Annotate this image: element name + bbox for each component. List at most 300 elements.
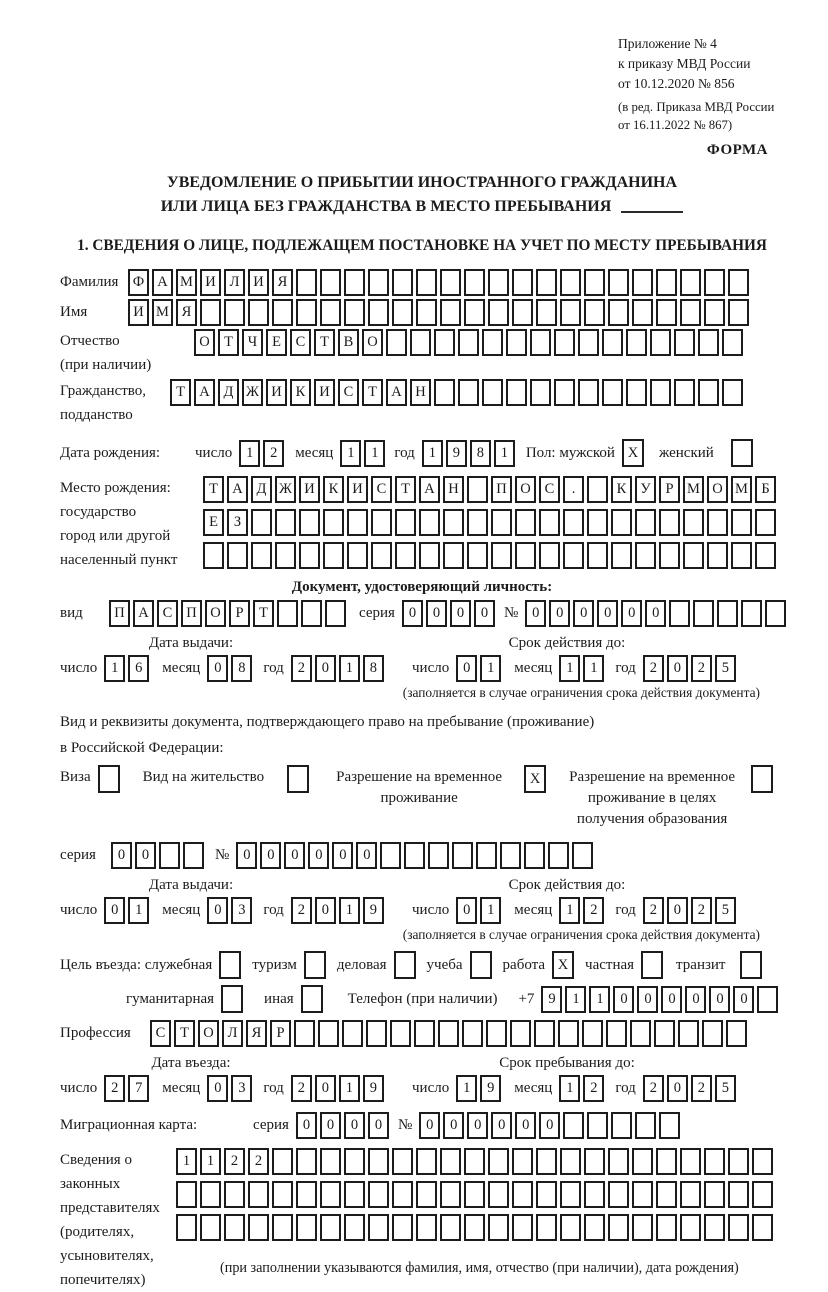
char-cell[interactable]: 0 (456, 655, 477, 682)
char-cell[interactable] (251, 542, 272, 569)
char-cell[interactable] (275, 509, 296, 536)
purpose-transit-checkbox[interactable] (740, 951, 765, 979)
char-cell[interactable] (482, 379, 503, 406)
char-cell[interactable]: Д (251, 476, 272, 503)
char-cell[interactable] (731, 509, 752, 536)
char-cell[interactable] (755, 509, 776, 536)
char-cell[interactable]: 0 (356, 842, 377, 869)
expiry-month-cells[interactable] (559, 655, 607, 682)
char-cell[interactable] (536, 299, 557, 326)
char-cell[interactable] (221, 985, 243, 1013)
char-cell[interactable]: Я (246, 1020, 267, 1047)
char-cell[interactable] (560, 1214, 581, 1241)
char-cell[interactable] (512, 1214, 533, 1241)
res-series-cells[interactable] (111, 842, 207, 869)
birth-year-cells[interactable] (422, 440, 518, 467)
char-cell[interactable] (560, 1148, 581, 1175)
char-cell[interactable]: 0 (426, 600, 447, 627)
char-cell[interactable] (584, 1214, 605, 1241)
char-cell[interactable] (611, 509, 632, 536)
char-cell[interactable]: В (338, 329, 359, 356)
char-cell[interactable] (394, 951, 416, 979)
char-cell[interactable]: О (707, 476, 728, 503)
char-cell[interactable] (506, 379, 527, 406)
citizenship-cells[interactable] (170, 379, 746, 406)
char-cell[interactable] (512, 269, 533, 296)
issue-day-cells[interactable] (104, 655, 152, 682)
char-cell[interactable] (299, 542, 320, 569)
char-cell[interactable] (656, 269, 677, 296)
char-cell[interactable] (728, 1214, 749, 1241)
patronymic-cells[interactable] (194, 329, 746, 356)
char-cell[interactable] (464, 299, 485, 326)
char-cell[interactable] (704, 1148, 725, 1175)
char-cell[interactable]: Р (659, 476, 680, 503)
char-cell[interactable] (320, 269, 341, 296)
char-cell[interactable] (606, 1020, 627, 1047)
char-cell[interactable]: 0 (236, 842, 257, 869)
char-cell[interactable] (707, 509, 728, 536)
char-cell[interactable] (488, 1148, 509, 1175)
char-cell[interactable]: 0 (467, 1112, 488, 1139)
char-cell[interactable] (704, 299, 725, 326)
guardians-line1-cells[interactable] (176, 1148, 776, 1175)
char-cell[interactable] (515, 509, 536, 536)
char-cell[interactable]: 0 (613, 986, 634, 1013)
char-cell[interactable] (488, 1214, 509, 1241)
char-cell[interactable]: И (314, 379, 335, 406)
char-cell[interactable] (98, 765, 120, 793)
char-cell[interactable] (669, 600, 690, 627)
char-cell[interactable] (390, 1020, 411, 1047)
char-cell[interactable]: И (266, 379, 287, 406)
char-cell[interactable] (608, 1181, 629, 1208)
char-cell[interactable] (731, 542, 752, 569)
char-cell[interactable] (536, 1181, 557, 1208)
char-cell[interactable]: 0 (284, 842, 305, 869)
profession-cells[interactable] (150, 1020, 750, 1047)
entry-month-cells[interactable] (207, 1075, 255, 1102)
char-cell[interactable] (464, 1148, 485, 1175)
char-cell[interactable]: 1 (559, 897, 580, 924)
char-cell[interactable] (632, 1181, 653, 1208)
char-cell[interactable]: О (515, 476, 536, 503)
guardians-line2-cells[interactable] (176, 1181, 776, 1208)
char-cell[interactable] (467, 509, 488, 536)
char-cell[interactable] (584, 1181, 605, 1208)
char-cell[interactable]: 1 (480, 655, 501, 682)
char-cell[interactable] (419, 542, 440, 569)
char-cell[interactable] (757, 986, 778, 1013)
char-cell[interactable]: О (362, 329, 383, 356)
temp-residence-edu-checkbox[interactable] (751, 765, 776, 793)
char-cell[interactable] (608, 1148, 629, 1175)
char-cell[interactable] (440, 1214, 461, 1241)
char-cell[interactable] (506, 329, 527, 356)
char-cell[interactable]: 0 (474, 600, 495, 627)
char-cell[interactable] (464, 1181, 485, 1208)
char-cell[interactable] (626, 379, 647, 406)
char-cell[interactable]: 2 (263, 440, 284, 467)
char-cell[interactable] (296, 1148, 317, 1175)
char-cell[interactable] (248, 1181, 269, 1208)
char-cell[interactable] (632, 1148, 653, 1175)
char-cell[interactable] (731, 439, 753, 467)
char-cell[interactable] (563, 542, 584, 569)
char-cell[interactable]: М (152, 299, 173, 326)
res-issue-day-cells[interactable] (104, 897, 152, 924)
char-cell[interactable]: А (386, 379, 407, 406)
char-cell[interactable]: Е (266, 329, 287, 356)
char-cell[interactable] (414, 1020, 435, 1047)
char-cell[interactable] (380, 842, 401, 869)
char-cell[interactable] (347, 542, 368, 569)
char-cell[interactable] (680, 1181, 701, 1208)
char-cell[interactable] (368, 1181, 389, 1208)
char-cell[interactable] (294, 1020, 315, 1047)
purpose-official-checkbox[interactable] (219, 951, 244, 979)
char-cell[interactable] (698, 379, 719, 406)
char-cell[interactable] (275, 542, 296, 569)
doc-number-cells[interactable] (525, 600, 789, 627)
char-cell[interactable]: 0 (456, 897, 477, 924)
char-cell[interactable]: 0 (315, 1075, 336, 1102)
char-cell[interactable] (491, 542, 512, 569)
char-cell[interactable] (693, 600, 714, 627)
char-cell[interactable] (371, 542, 392, 569)
char-cell[interactable] (584, 1148, 605, 1175)
char-cell[interactable]: 0 (135, 842, 156, 869)
char-cell[interactable] (500, 842, 521, 869)
char-cell[interactable] (536, 269, 557, 296)
char-cell[interactable] (578, 379, 599, 406)
char-cell[interactable]: 0 (621, 600, 642, 627)
char-cell[interactable]: 0 (709, 986, 730, 1013)
char-cell[interactable]: О (194, 329, 215, 356)
char-cell[interactable] (722, 329, 743, 356)
char-cell[interactable]: И (347, 476, 368, 503)
char-cell[interactable]: Я (272, 269, 293, 296)
char-cell[interactable] (563, 1112, 584, 1139)
char-cell[interactable]: 0 (344, 1112, 365, 1139)
char-cell[interactable] (440, 269, 461, 296)
char-cell[interactable]: 1 (339, 1075, 360, 1102)
char-cell[interactable] (510, 1020, 531, 1047)
char-cell[interactable] (656, 299, 677, 326)
char-cell[interactable] (434, 329, 455, 356)
char-cell[interactable] (578, 329, 599, 356)
char-cell[interactable]: 0 (597, 600, 618, 627)
char-cell[interactable] (272, 299, 293, 326)
char-cell[interactable] (539, 542, 560, 569)
entry-day-cells[interactable] (104, 1075, 152, 1102)
entry-year-cells[interactable] (291, 1075, 387, 1102)
char-cell[interactable]: 0 (525, 600, 546, 627)
char-cell[interactable] (482, 329, 503, 356)
char-cell[interactable] (656, 1181, 677, 1208)
char-cell[interactable]: 0 (661, 986, 682, 1013)
char-cell[interactable]: 0 (402, 600, 423, 627)
char-cell[interactable] (582, 1020, 603, 1047)
char-cell[interactable] (159, 842, 180, 869)
char-cell[interactable]: 0 (260, 842, 281, 869)
char-cell[interactable] (323, 509, 344, 536)
char-cell[interactable] (464, 269, 485, 296)
stay-day-cells[interactable] (456, 1075, 504, 1102)
char-cell[interactable]: Л (222, 1020, 243, 1047)
char-cell[interactable] (301, 985, 323, 1013)
char-cell[interactable] (740, 951, 762, 979)
char-cell[interactable]: 2 (104, 1075, 125, 1102)
char-cell[interactable]: 2 (643, 897, 664, 924)
char-cell[interactable] (320, 1148, 341, 1175)
purpose-business-checkbox[interactable] (394, 951, 419, 979)
surname-cells[interactable] (128, 269, 752, 296)
char-cell[interactable] (512, 1148, 533, 1175)
char-cell[interactable] (344, 1214, 365, 1241)
char-cell[interactable]: Ж (275, 476, 296, 503)
char-cell[interactable] (563, 509, 584, 536)
char-cell[interactable] (680, 1148, 701, 1175)
guardians-line3-cells[interactable] (176, 1214, 776, 1241)
char-cell[interactable]: 1 (200, 1148, 221, 1175)
char-cell[interactable] (656, 1148, 677, 1175)
char-cell[interactable] (635, 509, 656, 536)
char-cell[interactable] (548, 842, 569, 869)
res-issue-year-cells[interactable] (291, 897, 387, 924)
char-cell[interactable]: Т (218, 329, 239, 356)
char-cell[interactable] (392, 1214, 413, 1241)
char-cell[interactable] (320, 1214, 341, 1241)
char-cell[interactable] (512, 1181, 533, 1208)
char-cell[interactable] (635, 542, 656, 569)
char-cell[interactable]: Т (203, 476, 224, 503)
phone-cells[interactable] (541, 986, 781, 1013)
char-cell[interactable] (458, 379, 479, 406)
char-cell[interactable]: 0 (491, 1112, 512, 1139)
char-cell[interactable] (635, 1112, 656, 1139)
expiry-day-cells[interactable] (456, 655, 504, 682)
char-cell[interactable]: 0 (637, 986, 658, 1013)
char-cell[interactable] (752, 1148, 773, 1175)
char-cell[interactable]: 1 (340, 440, 361, 467)
char-cell[interactable]: 1 (339, 897, 360, 924)
char-cell[interactable]: X (622, 439, 644, 467)
char-cell[interactable] (704, 1214, 725, 1241)
char-cell[interactable] (558, 1020, 579, 1047)
char-cell[interactable]: 1 (589, 986, 610, 1013)
char-cell[interactable] (488, 1181, 509, 1208)
char-cell[interactable]: 2 (291, 897, 312, 924)
purpose-study-checkbox[interactable] (470, 951, 495, 979)
char-cell[interactable]: О (198, 1020, 219, 1047)
char-cell[interactable] (722, 379, 743, 406)
char-cell[interactable] (683, 509, 704, 536)
migration-series-cells[interactable] (296, 1112, 392, 1139)
char-cell[interactable]: 1 (583, 655, 604, 682)
char-cell[interactable] (323, 542, 344, 569)
char-cell[interactable]: 2 (691, 655, 712, 682)
char-cell[interactable] (416, 269, 437, 296)
char-cell[interactable] (530, 329, 551, 356)
char-cell[interactable] (440, 1181, 461, 1208)
char-cell[interactable]: С (157, 600, 178, 627)
char-cell[interactable]: Т (170, 379, 191, 406)
char-cell[interactable]: 0 (549, 600, 570, 627)
char-cell[interactable]: 0 (207, 1075, 228, 1102)
res-expiry-year-cells[interactable] (643, 897, 739, 924)
issue-month-cells[interactable] (207, 655, 255, 682)
char-cell[interactable]: И (248, 269, 269, 296)
char-cell[interactable] (410, 329, 431, 356)
char-cell[interactable]: 9 (480, 1075, 501, 1102)
char-cell[interactable]: 0 (111, 842, 132, 869)
char-cell[interactable] (752, 1214, 773, 1241)
char-cell[interactable]: П (491, 476, 512, 503)
char-cell[interactable]: 2 (224, 1148, 245, 1175)
char-cell[interactable] (395, 542, 416, 569)
char-cell[interactable]: И (200, 269, 221, 296)
char-cell[interactable] (728, 269, 749, 296)
char-cell[interactable]: А (227, 476, 248, 503)
char-cell[interactable]: З (227, 509, 248, 536)
given-name-cells[interactable] (128, 299, 752, 326)
char-cell[interactable] (587, 509, 608, 536)
char-cell[interactable]: 0 (685, 986, 706, 1013)
char-cell[interactable] (272, 1148, 293, 1175)
char-cell[interactable]: А (194, 379, 215, 406)
char-cell[interactable] (296, 1214, 317, 1241)
char-cell[interactable]: Р (229, 600, 250, 627)
char-cell[interactable]: 0 (667, 897, 688, 924)
char-cell[interactable] (650, 379, 671, 406)
char-cell[interactable] (304, 951, 326, 979)
char-cell[interactable] (755, 542, 776, 569)
char-cell[interactable] (344, 1148, 365, 1175)
char-cell[interactable] (488, 269, 509, 296)
char-cell[interactable]: 1 (422, 440, 443, 467)
char-cell[interactable]: 0 (443, 1112, 464, 1139)
char-cell[interactable]: 0 (667, 1075, 688, 1102)
char-cell[interactable] (536, 1148, 557, 1175)
char-cell[interactable] (272, 1181, 293, 1208)
char-cell[interactable]: 0 (645, 600, 666, 627)
char-cell[interactable]: 1 (104, 655, 125, 682)
char-cell[interactable] (392, 269, 413, 296)
char-cell[interactable] (395, 509, 416, 536)
char-cell[interactable]: Я (176, 299, 197, 326)
char-cell[interactable]: Т (174, 1020, 195, 1047)
char-cell[interactable]: 3 (231, 1075, 252, 1102)
char-cell[interactable]: К (611, 476, 632, 503)
char-cell[interactable] (248, 299, 269, 326)
char-cell[interactable]: О (205, 600, 226, 627)
sex-female-checkbox[interactable] (731, 439, 756, 467)
char-cell[interactable] (741, 600, 762, 627)
char-cell[interactable] (371, 509, 392, 536)
char-cell[interactable] (416, 1214, 437, 1241)
char-cell[interactable] (515, 542, 536, 569)
char-cell[interactable] (632, 299, 653, 326)
char-cell[interactable]: Б (755, 476, 776, 503)
char-cell[interactable]: 9 (446, 440, 467, 467)
char-cell[interactable] (344, 269, 365, 296)
char-cell[interactable] (560, 1181, 581, 1208)
char-cell[interactable] (219, 951, 241, 979)
char-cell[interactable]: 1 (559, 655, 580, 682)
char-cell[interactable]: 0 (104, 897, 125, 924)
char-cell[interactable]: Т (253, 600, 274, 627)
char-cell[interactable] (419, 509, 440, 536)
char-cell[interactable]: 1 (364, 440, 385, 467)
char-cell[interactable] (416, 299, 437, 326)
char-cell[interactable]: 1 (339, 655, 360, 682)
char-cell[interactable]: 0 (320, 1112, 341, 1139)
char-cell[interactable] (458, 329, 479, 356)
char-cell[interactable] (462, 1020, 483, 1047)
char-cell[interactable] (728, 299, 749, 326)
char-cell[interactable] (534, 1020, 555, 1047)
char-cell[interactable] (325, 600, 346, 627)
char-cell[interactable]: 8 (470, 440, 491, 467)
char-cell[interactable] (626, 329, 647, 356)
char-cell[interactable] (584, 269, 605, 296)
char-cell[interactable]: Т (314, 329, 335, 356)
issue-year-cells[interactable] (291, 655, 387, 682)
char-cell[interactable]: 2 (583, 897, 604, 924)
char-cell[interactable]: 1 (480, 897, 501, 924)
char-cell[interactable] (467, 476, 488, 503)
char-cell[interactable] (224, 299, 245, 326)
char-cell[interactable] (392, 1148, 413, 1175)
char-cell[interactable] (438, 1020, 459, 1047)
purpose-private-checkbox[interactable] (641, 951, 666, 979)
char-cell[interactable]: 8 (231, 655, 252, 682)
purpose-tourism-checkbox[interactable] (304, 951, 329, 979)
char-cell[interactable] (344, 1181, 365, 1208)
char-cell[interactable]: Ф (128, 269, 149, 296)
char-cell[interactable]: 0 (308, 842, 329, 869)
char-cell[interactable]: Т (362, 379, 383, 406)
char-cell[interactable]: 0 (207, 655, 228, 682)
char-cell[interactable]: 5 (715, 655, 736, 682)
char-cell[interactable] (728, 1148, 749, 1175)
visa-checkbox[interactable] (98, 765, 123, 793)
char-cell[interactable] (318, 1020, 339, 1047)
doc-type-cells[interactable] (109, 600, 349, 627)
char-cell[interactable]: А (152, 269, 173, 296)
char-cell[interactable] (224, 1214, 245, 1241)
char-cell[interactable] (251, 509, 272, 536)
char-cell[interactable]: 1 (176, 1148, 197, 1175)
char-cell[interactable] (491, 509, 512, 536)
char-cell[interactable]: 1 (494, 440, 515, 467)
char-cell[interactable]: 2 (691, 1075, 712, 1102)
char-cell[interactable] (200, 1214, 221, 1241)
char-cell[interactable]: 2 (643, 655, 664, 682)
char-cell[interactable] (560, 269, 581, 296)
char-cell[interactable]: 0 (315, 897, 336, 924)
char-cell[interactable] (440, 1148, 461, 1175)
char-cell[interactable]: 1 (565, 986, 586, 1013)
res-expiry-day-cells[interactable] (456, 897, 504, 924)
char-cell[interactable] (488, 299, 509, 326)
char-cell[interactable] (707, 542, 728, 569)
char-cell[interactable] (630, 1020, 651, 1047)
char-cell[interactable] (434, 379, 455, 406)
char-cell[interactable]: 1 (128, 897, 149, 924)
char-cell[interactable] (296, 1181, 317, 1208)
